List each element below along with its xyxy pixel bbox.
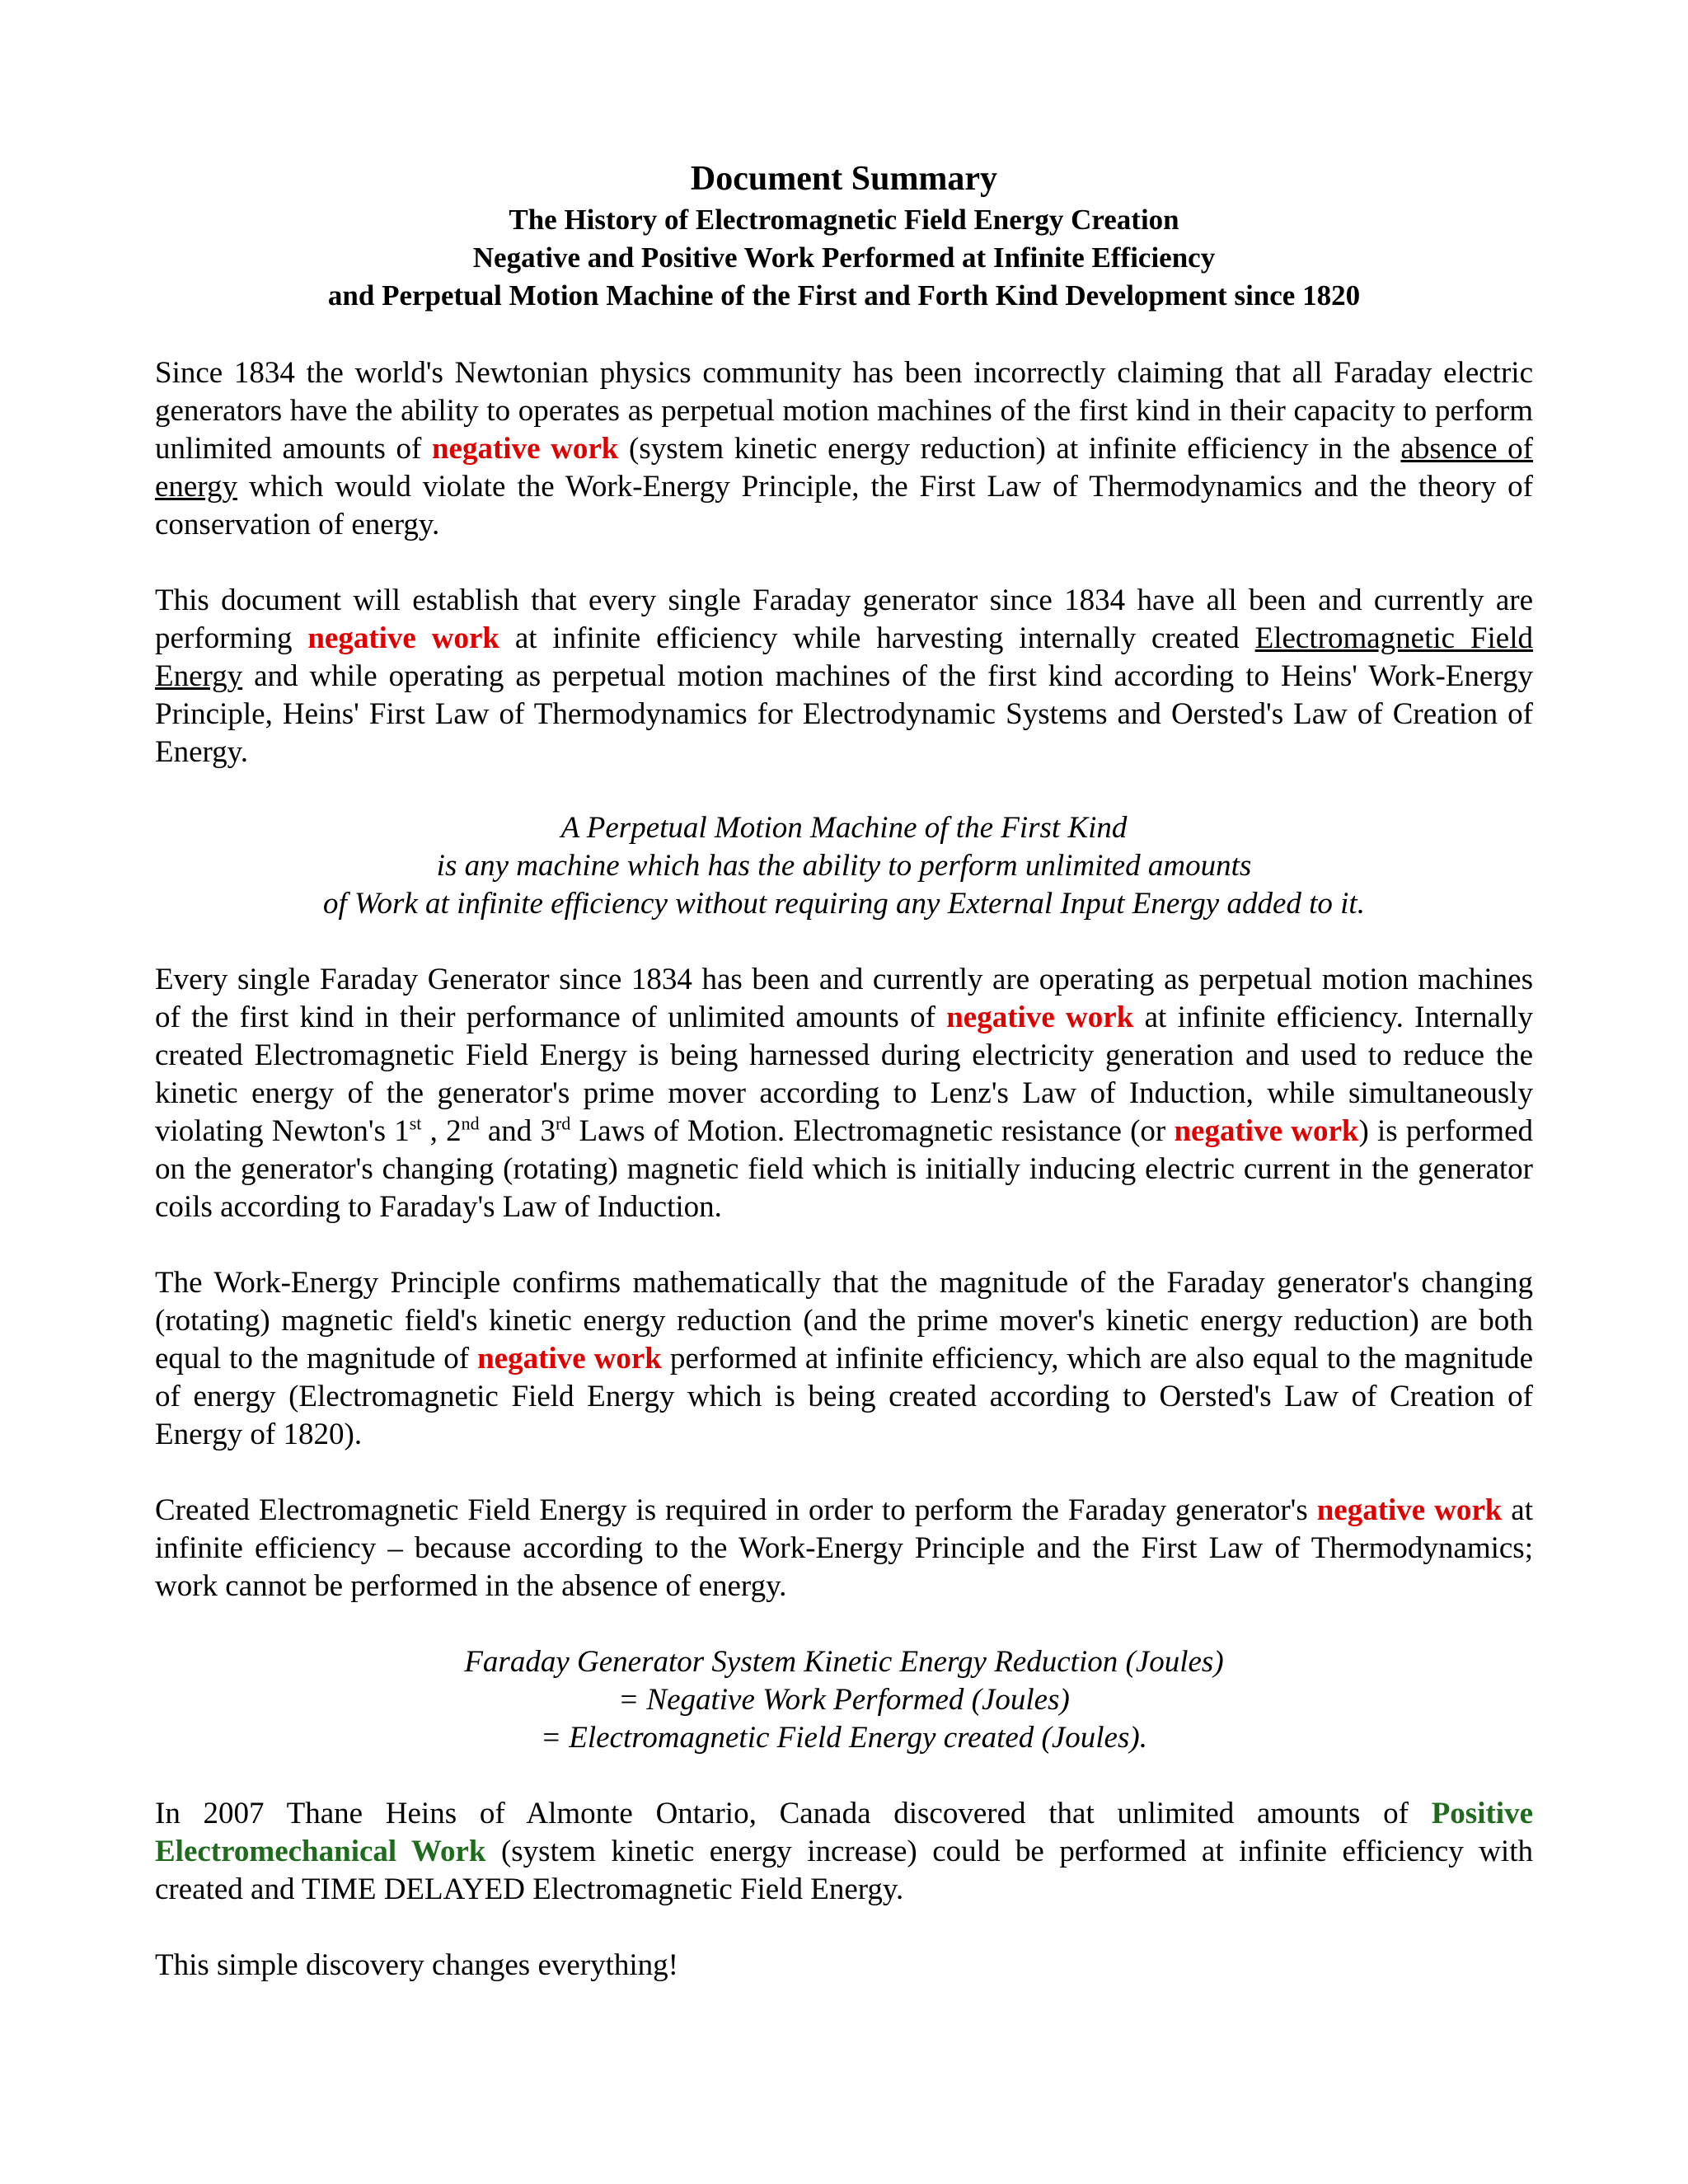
text-run: (system kinetic energy reduction) at infinite efficiency in the xyxy=(618,432,1401,466)
text-run: Every single Faraday Generator since 1834 has been and currently are operating as perpetual motion machines of the first kind in their performance of unlimited amounts of xyxy=(155,963,1533,1034)
negative-work-highlight: negative work xyxy=(307,621,499,655)
paragraph-faraday-generators xyxy=(155,961,1533,1226)
text-run: , 2 xyxy=(421,1114,462,1148)
superscript: st xyxy=(409,1113,422,1134)
document-subtitle-2: Negative and Positive Work Performed at Infinite Efficiency xyxy=(472,241,1216,274)
document-subtitle-1: The History of Electromagnetic Field Energy Creation xyxy=(509,204,1179,236)
paragraph-document-purpose xyxy=(155,582,1533,771)
negative-work-highlight: negative work xyxy=(946,1001,1134,1034)
positive-work-highlight: Positive Electromechanical Work xyxy=(155,1797,1533,1868)
negative-work-highlight: negative work xyxy=(431,432,619,466)
text-run: Since 1834 the world's Newtonian physics community has been incorrectly claiming that all Faraday electric generators have the ability to operates as perpetual motion machines of the first kind in their capacity to perform unlimited amounts of xyxy=(155,356,1533,466)
text-run: Created Electromagnetic Field Energy is required in order to perform the Faraday generator's xyxy=(155,1493,1317,1527)
definition-line: A Perpetual Motion Machine of the First Kind xyxy=(560,811,1128,845)
text-run: at infinite efficiency – because according to the Work-Energy Principle and the First Law of Thermodynamics; work cannot be performed in the absence of energy. xyxy=(155,1493,1534,1603)
text-run: and while operating as perpetual motion machines of the first kind according to Heins' Work-Energy Principle, Heins' First Law of Thermodynamics for Electrodynamic Systems and Oersted's Law of Creation of Energy. xyxy=(155,659,1533,769)
text-run: Laws of Motion. Electromagnetic resistance (or xyxy=(570,1114,1175,1148)
superscript: nd xyxy=(461,1113,480,1134)
superscript: rd xyxy=(555,1113,571,1134)
document-subtitle-3: and Perpetual Motion Machine of the First and Forth Kind Development since 1820 xyxy=(327,279,1361,312)
text-run: at infinite efficiency while harvesting internally created xyxy=(499,621,1255,655)
negative-work-highlight: negative work xyxy=(477,1342,662,1376)
paragraph-newtonian-claim xyxy=(155,354,1533,544)
text-run: ) is performed on the generator's changing (rotating) magnetic field which is initially inducing electric current in the generator coils according to Faraday's Law of Induction. xyxy=(155,1114,1533,1224)
definition-line: of Work at infinite efficiency without requiring any External Input Energy added to it. xyxy=(323,887,1365,921)
text-run: performed at infinite efficiency, which are also equal to the magnitude of energy (Electromagnetic Field Energy which is being created according to Oersted's Law of Creation of Energy of 1820). xyxy=(155,1342,1533,1451)
equation-line: Faraday Generator System Kinetic Energy Reduction (Joules) xyxy=(464,1645,1224,1679)
paragraph-closing: This simple discovery changes everything! xyxy=(155,1948,678,1982)
equation-line: = Negative Work Performed (Joules) xyxy=(618,1683,1070,1717)
equation-block xyxy=(155,1643,1533,1757)
document-title: Document Summary xyxy=(690,160,998,198)
text-run: at infinite efficiency. Internally created Electromagnetic Field Energy is being harnessed during electricity generation and used to reduce the kinetic energy of the generator's prime mover according to Lenz's Law of Induction, while simultaneously violating Newton's 1 xyxy=(155,1001,1533,1148)
negative-work-highlight: negative work xyxy=(1316,1493,1503,1527)
paragraph-work-energy-principle xyxy=(155,1264,1533,1454)
text-run: The Work-Energy Principle confirms mathematically that the magnitude of the Faraday generator's changing (rotating) magnetic field's kinetic energy reduction (and the prime mover's kinetic energy reduction) are both equal to the magnitude of xyxy=(155,1266,1533,1376)
text-run: (system kinetic energy increase) could be performed at infinite efficiency with created and TIME DELAYED Electromagnetic Field Energy. xyxy=(155,1835,1533,1906)
underlined-phrase: Electromagnetic Field Energy xyxy=(155,621,1533,693)
text-run: which would violate the Work-Energy Principle, the First Law of Thermodynamics and the theory of conservation of energy. xyxy=(155,470,1533,541)
paragraph-heins-discovery xyxy=(155,1795,1533,1909)
text-run: This document will establish that every single Faraday generator since 1834 have all been and currently are performing xyxy=(155,583,1533,655)
definition-line: is any machine which has the ability to perform unlimited amounts xyxy=(436,849,1252,883)
negative-work-highlight: negative work xyxy=(1174,1114,1359,1148)
equation-line: = Electromagnetic Field Energy created (Joules). xyxy=(541,1721,1147,1755)
text-run: and 3 xyxy=(479,1114,556,1148)
text-run: In 2007 Thane Heins of Almonte Ontario, Canada discovered that unlimited amounts of xyxy=(155,1797,1432,1830)
document-header xyxy=(155,157,1533,315)
definition-block xyxy=(155,809,1533,923)
underlined-phrase: absence of energy xyxy=(155,432,1533,504)
paragraph-created-energy xyxy=(155,1492,1533,1605)
